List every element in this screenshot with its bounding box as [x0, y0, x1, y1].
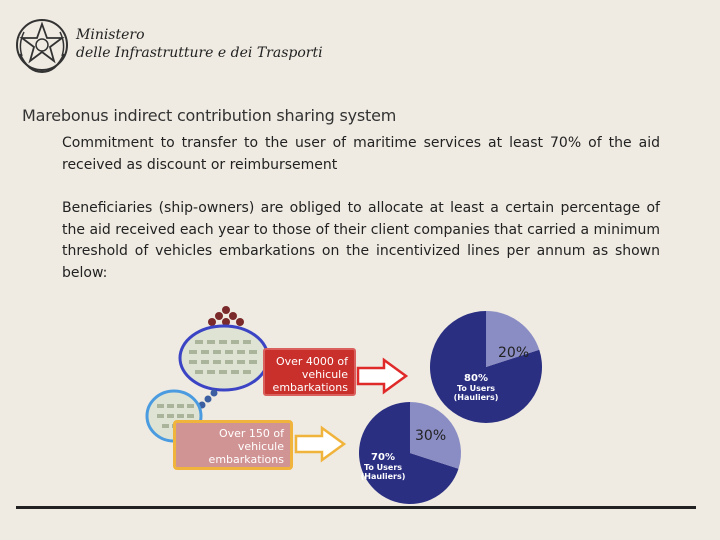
footer-rule [16, 506, 696, 509]
tier1-label-line3: embarkations [272, 381, 348, 394]
tier2-label-line3: embarkations [208, 453, 284, 466]
tier2-label-line2: vehicule [237, 440, 284, 453]
arrow-tier2-icon [296, 428, 344, 460]
connector-dots-icon [199, 390, 218, 409]
tier1-label-line1: Over 4000 of [275, 355, 348, 368]
arrow-tier1-icon [358, 360, 406, 392]
tier2-other-pct: 30% [415, 428, 447, 444]
pie-tier1 [430, 311, 542, 423]
tier2-threshold-box [173, 420, 293, 470]
tier2-users-pct: 70% [371, 452, 395, 463]
ministry-line-2: delle Infrastrutture e dei Trasporti [76, 45, 323, 61]
tier1-users-line2: (Hauliers) [453, 393, 499, 402]
tier1-users-label [448, 373, 504, 402]
tier2-users-line2: (Hauliers) [360, 472, 406, 481]
tier1-threshold-box [263, 348, 356, 396]
ministry-line-1: Ministero [76, 27, 145, 43]
tier2-users-label [355, 452, 411, 481]
paragraph-beneficiaries: Beneficiaries (ship-owners) are obliged to allocate at least a certain percentage of the aid received each year to those of their client companies that carried a minimum threshold of vehicles embarkations on the incentivized lines per annum as shown below: [62, 200, 660, 281]
large-fleet-ellipse [180, 326, 268, 390]
tier1-users-pct: 80% [464, 373, 488, 384]
tier2-users-line1: To Users [363, 463, 403, 472]
paragraph-commitment: Commitment to transfer to the user of maritime services at least 70% of the aid received as discount or reimbursement [62, 135, 660, 173]
tier2-label-line1: Over 150 of [218, 427, 284, 440]
section-title: Marebonus indirect contribution sharing system [22, 106, 397, 125]
tier1-users-line1: To Users [456, 384, 496, 393]
tier1-other-pct: 20% [498, 345, 530, 361]
tier1-label-line2: vehicule [301, 368, 348, 381]
truck-cluster-dots-icon [208, 306, 244, 326]
